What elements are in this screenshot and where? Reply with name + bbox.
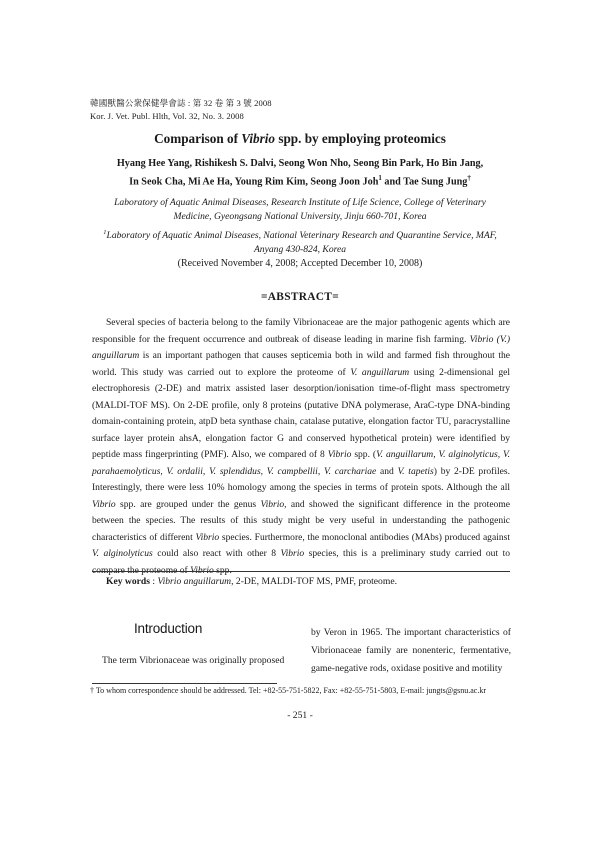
corresponding-mark: † bbox=[467, 174, 471, 182]
author-line-1: Hyang Hee Yang, Rishikesh S. Dalvi, Seong Won Nho, Seong Bin Park, Ho Bin Jang, bbox=[116, 158, 484, 169]
abstract-italic-run: V. anguillarum, V. alginolyticus, V. parahaemolyticus, V. ordalii, V. splendidus, V. campbellii, V. carchariae bbox=[92, 449, 510, 477]
abstract-italic-run: V. alginolyticus bbox=[92, 548, 153, 559]
paper-title bbox=[0, 131, 600, 147]
abstract-italic-run: V. tapetis bbox=[397, 465, 434, 477]
author-list bbox=[0, 156, 600, 189]
keywords-label: Key words bbox=[106, 576, 150, 587]
introduction-heading: Introduction bbox=[134, 621, 203, 636]
author-line-2-start: In Seok Cha, Mi Ae Ha, Young Rim Kim, Seong Joon Joh bbox=[129, 176, 379, 188]
affiliation-1-line-2: Medicine, Gyeongsang National University, Jinju 660-701, Korea bbox=[173, 211, 427, 222]
keywords bbox=[106, 576, 397, 587]
title-text-end: spp. by employing proteomics bbox=[275, 131, 446, 146]
page-number: - 251 - bbox=[287, 710, 313, 721]
intro-right-column: by Veron in 1965. The important characteristics of Vibrionaceae family are nonenteric, fermentative, game-negative rods, oxidase positive and motility bbox=[311, 627, 511, 674]
abstract-text-run: spp. are grouped under the genus bbox=[115, 498, 261, 510]
abstract-italic-run: Vibrio bbox=[327, 449, 352, 460]
received-dates: (Received November 4, 2008; Accepted December 10, 2008) bbox=[177, 258, 423, 269]
keywords-rest: , 2-DE, MALDI-TOF MS, PMF, proteome. bbox=[231, 576, 397, 587]
footnote-divider bbox=[92, 683, 277, 684]
abstract-text-run: is an important pathogen that causes septicemia both in wild and farmed fish throughout the world. This study was carried out to explore the proteome of bbox=[92, 350, 510, 378]
intro-left-column: The term Vibrionaceae was originally proposed bbox=[102, 655, 285, 666]
affiliation-1-line-1: Laboratory of Aquatic Animal Diseases, Research Institute of Life Science, College of Veterinary bbox=[114, 197, 486, 208]
abstract-text-run: species, this is a preliminary study carried out to compare the proteome of bbox=[92, 548, 510, 576]
correspondence-footnote: † To whom correspondence should be addressed. Tel: +82-55-751-5822, Fax: +82-55-751-5803, E-mail: jungts@gsnu.ac.kr bbox=[90, 686, 487, 695]
author-affil-mark: 1 bbox=[378, 174, 382, 182]
affiliation-2-line-2: Anyang 430-824, Korea bbox=[253, 244, 347, 256]
abstract-heading: =ABSTRACT= bbox=[260, 291, 339, 303]
journal-header-english: Kor. J. Vet. Publ. Hlth, Vol. 32, No. 3. 2008 bbox=[90, 111, 244, 121]
journal-header-korean: 韓國獸醫公衆保健學會誌 : 第 32 卷 第 3 號 2008 bbox=[90, 98, 272, 108]
author-line-2-end: and Tae Sung Jung bbox=[381, 176, 468, 188]
abstract-text-run: spp. bbox=[213, 564, 232, 576]
affiliation-2-line-1 bbox=[90, 226, 510, 243]
affiliation-2 bbox=[90, 226, 510, 257]
abstract-text-run: Several species of bacteria belong to the family Vibrionaceae are the major pathogenic agents which are responsible for the frequent occurrence and outbreak of disease leading in marine fish farming. bbox=[92, 317, 510, 345]
abstract-text-run: spp. ( bbox=[351, 449, 377, 460]
abstract-divider bbox=[92, 571, 510, 572]
abstract-text-run: could also react with other 8 bbox=[152, 548, 281, 559]
abstract-italic-run: V. anguillarum bbox=[350, 366, 410, 378]
keywords-separator: : bbox=[149, 576, 158, 587]
abstract-italic-run: Vibrio bbox=[280, 548, 305, 559]
keyword-species: Vibrio anguillarum bbox=[157, 576, 232, 587]
abstract-text-run: ) by 2-DE profiles. Interestingly, there were less 10% homology among the species in terms of protein spots. Although the all bbox=[92, 465, 510, 493]
abstract-text-run: species. Furthermore, the monoclonal antibodies (MAbs) produced against bbox=[219, 531, 510, 543]
abstract-italic-run: Vibrio (V.) anguillarum bbox=[92, 333, 510, 361]
abstract-italic-run: Vibrio bbox=[92, 498, 116, 510]
abstract-body bbox=[92, 315, 510, 579]
abstract-text-run: using 2-dimensional gel electrophoresis (2-DE) and matrix assisted laser desorption/ionisation time-of-flight mass spectrometry (MALDI-TOF MS). On 2-DE profile, only 8 proteins (putative DNA polymerase, AraC-type DNA-binding domain-containing protein, atpD beta synthase chain, catalase putative, elongation factor TU, paracrystalline surface layer protein ahsA, elongation factor G and conserved hypothetical protein) were identified by peptide mass fingerprinting (PMF). Also, we compared of 8 bbox=[92, 366, 510, 460]
title-genus: Vibrio bbox=[241, 131, 276, 146]
affiliation-1 bbox=[90, 196, 510, 224]
affiliation-2-text: Laboratory of Aquatic Animal Diseases, National Veterinary Research and Quarantine Service, MAF, bbox=[106, 230, 497, 242]
abstract-text-run: and bbox=[376, 465, 398, 477]
title-text-start: Comparison of bbox=[154, 131, 242, 146]
abstract-text-run: , and showed the significant difference in the proteome between the species. The results of this study might be very useful in understanding the pathogenic characteristics of different bbox=[92, 498, 510, 543]
abstract-italic-run: Vibrio bbox=[260, 498, 285, 510]
author-line-2 bbox=[0, 171, 600, 189]
abstract-italic-run: Vibrio bbox=[195, 531, 220, 543]
abstract-italic-run: Vibrio bbox=[190, 564, 214, 576]
affiliation-2-mark: 1 bbox=[103, 229, 107, 236]
